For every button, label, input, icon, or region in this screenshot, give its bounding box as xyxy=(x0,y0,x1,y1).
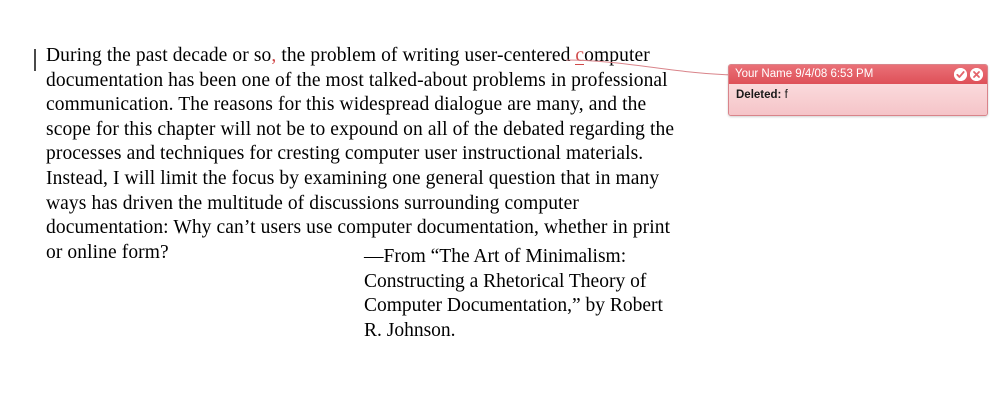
check-circle-icon[interactable] xyxy=(954,68,967,81)
paragraph-text-remainder: omputer documentation has been one of the most talked-about problems in professional communication. The reasons for this widespread dialogue are many, and the scope for this chapter will not be to expound on all of the debated regarding the processes and techniques for cresting computer user instructional materials. Instead, I will limit the focus by examining one general question that in many ways has driven the multitude of discussions surrounding computer documentation: Why can’t users use computer documentation, whether in print or online form? xyxy=(46,45,675,263)
paragraph-text-before-deletion: During the past decade or so xyxy=(46,45,272,66)
comment-author-timestamp: Your Name 9/4/08 6:53 PM xyxy=(735,68,874,80)
deleted-punctuation-mark[interactable]: , xyxy=(271,45,277,66)
document-text-area xyxy=(46,44,686,265)
comment-balloon-body xyxy=(729,84,987,115)
deleted-character-mark[interactable]: c xyxy=(575,45,585,66)
paragraph-text-after-deletion: the problem of writing user-centered xyxy=(276,45,576,66)
tracked-change-line xyxy=(736,88,980,102)
tracked-change-label: Deleted: xyxy=(736,89,782,101)
tracked-change-value: f xyxy=(784,89,788,101)
change-bar xyxy=(34,49,36,71)
comment-balloon-header xyxy=(729,65,987,84)
attribution-text: —From “The Art of Minimalism: Constructing a Rhetorical Theory of Computer Documentation,” by Robert R. Johnson. xyxy=(364,246,663,341)
comment-balloon[interactable] xyxy=(728,64,988,116)
close-circle-icon[interactable] xyxy=(970,68,983,81)
body-paragraph xyxy=(46,44,686,265)
